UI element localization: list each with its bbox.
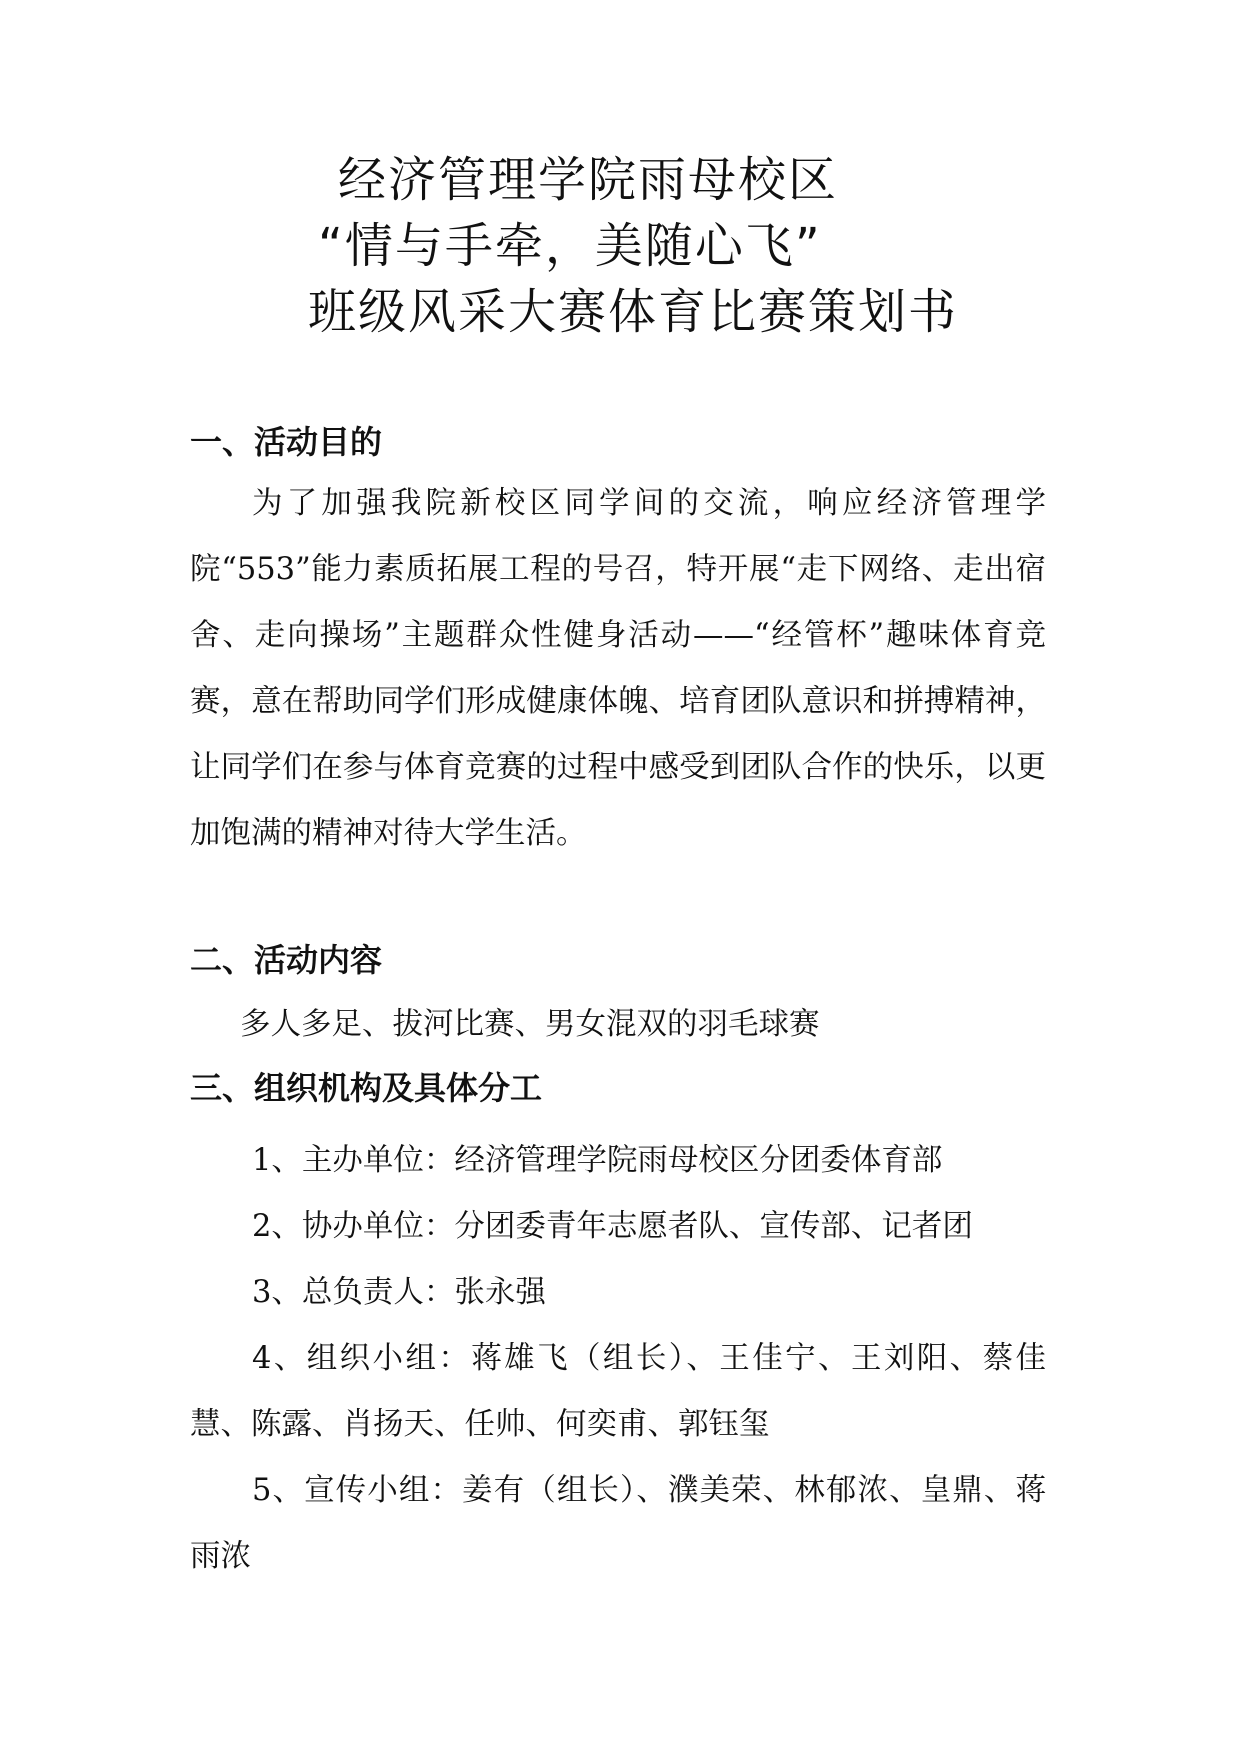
- organization-item-organizing-team: 4、组织小组：蒋雄飞（组长）、王佳宁、王刘阳、蔡佳慧、陈露、肖扬天、任帅、何奕甫、郭钰玺: [190, 1341, 1046, 1442]
- title-line-1: 经济管理学院雨母校区: [338, 152, 839, 208]
- section-heading-purpose: 一、活动目的: [190, 423, 383, 461]
- organization-item-publicity-team: 5、宣传小组：姜有（组长）、濮美荣、林郁浓、皇鼎、蒋雨浓: [190, 1473, 1046, 1574]
- organization-item-lead: 3、总负责人：张永强: [252, 1275, 546, 1310]
- section-heading-content: 二、活动内容: [190, 941, 383, 979]
- organization-item-host: 1、主办单位：经济管理学院雨母校区分团委体育部: [252, 1143, 943, 1178]
- section-heading-organization: 三、组织机构及具体分工: [190, 1069, 543, 1107]
- title-line-2: “情与手牵，美随心飞”: [318, 218, 822, 274]
- organization-item-co-host: 2、协办单位：分团委青年志愿者队、宣传部、记者团: [252, 1209, 973, 1244]
- title-line-3: 班级风采大赛体育比赛策划书: [308, 284, 959, 340]
- section-content-text: 多人多足、拔河比赛、男女混双的羽毛球赛: [240, 1007, 820, 1042]
- section-purpose-paragraph: 为了加强我院新校区同学间的交流，响应经济管理学院“553”能力素质拓展工程的号召，特开展“走下网络、走出宿舍、走向操场”主题群众性健身活动——“经管杯”趣味体育竞赛，意在帮助同学们形成健康体魄、培育团队意识和拼搏精神，让同学们在参与体育竞赛的过程中感受到团队合作的快乐，以更加饱满的精神对待大学生活。: [190, 486, 1046, 851]
